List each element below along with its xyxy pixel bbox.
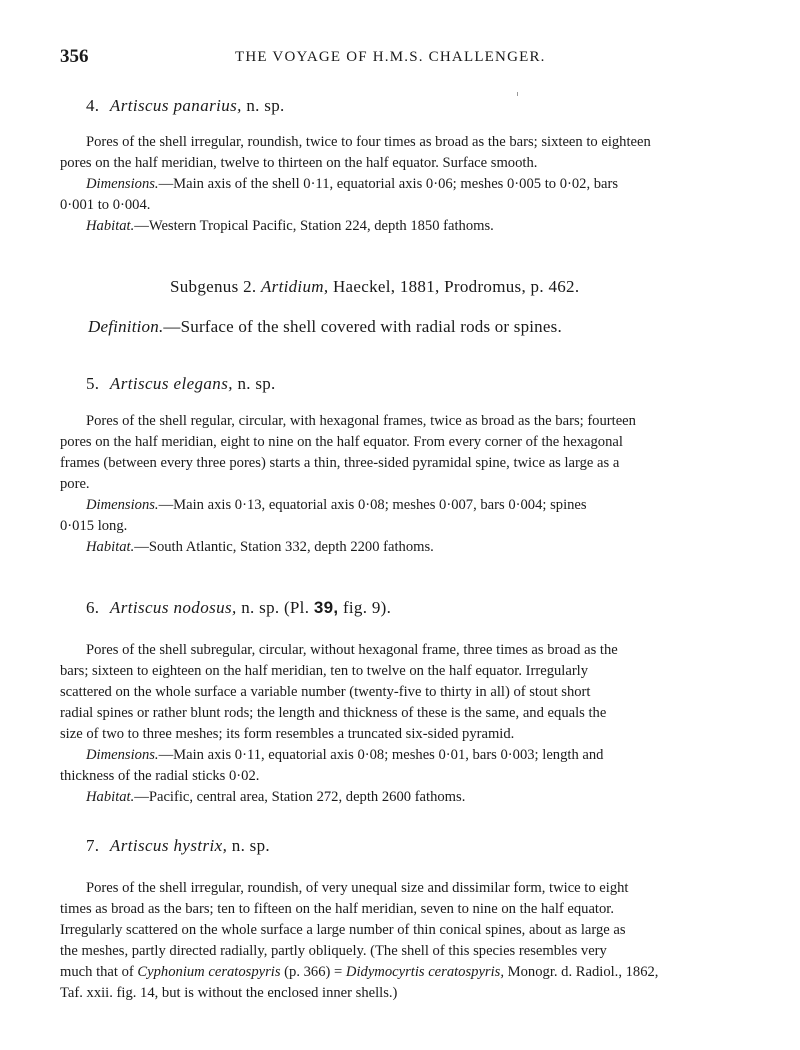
dimensions-line xyxy=(60,495,744,516)
dimensions-label: Dimensions. xyxy=(86,176,159,192)
species-name: Artiscus panarius, xyxy=(109,96,242,115)
description-line: the meshes, partly directed radially, partly obliquely. (The shell of this species resembles very xyxy=(60,943,607,959)
habitat-text: —Pacific, central area, Station 272, depth 2600 fathoms. xyxy=(134,789,466,805)
description-line: pores on the half meridian, twelve to thirteen on the half equator. Surface smooth. xyxy=(60,155,538,171)
text-fragment: much that of xyxy=(60,964,134,980)
description-line xyxy=(60,962,744,983)
species-name: Artiscus hystrix, xyxy=(109,836,228,855)
definition-text: —Surface of the shell covered with radial rods or spines. xyxy=(163,317,562,336)
page-number: 356 xyxy=(60,46,89,67)
dimensions-label: Dimensions. xyxy=(86,747,159,763)
dimensions-line: 0·001 to 0·004. xyxy=(60,197,151,213)
species-5-body xyxy=(60,411,744,558)
taxon-name: Cyphonium ceratospyris xyxy=(137,964,281,980)
description-line: Pores of the shell subregular, circular, without hexagonal frame, three times as broad as the xyxy=(86,642,618,658)
text-fragment: (p. 366) = xyxy=(284,964,343,980)
definition-line xyxy=(88,317,562,337)
running-head: THE VOYAGE OF H.M.S. CHALLENGER. xyxy=(235,49,546,65)
species-number: 5. xyxy=(86,374,100,393)
description-line: pores on the half meridian, eight to nine on the half equator. From every corner of the hexagonal xyxy=(60,434,623,450)
description-line: pore. xyxy=(60,476,90,492)
habitat-label: Habitat. xyxy=(86,789,135,805)
species-4-heading xyxy=(86,96,744,116)
description-line: radial spines or rather blunt rods; the length and thickness of these is the same, and equals the xyxy=(60,705,607,721)
description-line: Pores of the shell irregular, roundish, of very unequal size and dissimilar form, twice to eight xyxy=(86,880,629,896)
description-line: scattered on the whole surface a variable number (twenty-five to thirty in all) of stout short xyxy=(60,684,591,700)
species-name: Artiscus elegans, xyxy=(109,374,233,393)
figure-ref: fig. 9). xyxy=(342,598,392,617)
subgenus-heading xyxy=(170,277,579,297)
page-header xyxy=(60,46,744,72)
dimensions-line xyxy=(60,174,744,195)
description-line: size of two to three meshes; its form resembles a truncated six-sided pyramid. xyxy=(60,726,515,742)
dimensions-text: —Main axis 0·13, equatorial axis 0·08; meshes 0·007, bars 0·004; spines xyxy=(158,497,587,513)
species-5-heading xyxy=(86,374,744,394)
species-6-heading xyxy=(86,598,744,618)
species-nsp: n. sp. (Pl. xyxy=(241,598,310,617)
species-7-heading xyxy=(86,836,744,856)
text-fragment: Monogr. d. Radiol., 1862, xyxy=(507,964,659,980)
dimensions-text: —Main axis of the shell 0·11, equatorial axis 0·06; meshes 0·005 to 0·02, bars xyxy=(158,176,619,192)
dimensions-line xyxy=(60,745,744,766)
species-number: 6. xyxy=(86,598,100,617)
description-line: Pores of the shell irregular, roundish, twice to four times as broad as the bars; sixteen to eighteen xyxy=(86,134,651,150)
description-line: times as broad as the bars; ten to fifteen on the half meridian, seven to nine on the half equator. xyxy=(60,901,614,917)
description-line: frames (between every three pores) starts a thin, three-sided pyramidal spine, twice as large as a xyxy=(60,455,620,471)
description-line: Taf. xxii. fig. 14, but is without the enclosed inner shells.) xyxy=(60,985,398,1001)
dimensions-line: 0·015 long. xyxy=(60,518,128,534)
habitat-label: Habitat. xyxy=(86,218,135,234)
habitat-line xyxy=(60,216,744,237)
definition-label: Definition. xyxy=(88,317,164,336)
species-number: 7. xyxy=(86,836,100,855)
plate-number: 39, xyxy=(313,598,339,617)
description-line: Irregularly scattered on the whole surface a large number of thin conical spines, about as large as xyxy=(60,922,626,938)
species-nsp: n. sp. xyxy=(246,96,285,115)
habitat-text: —South Atlantic, Station 332, depth 2200 fathoms. xyxy=(134,539,434,555)
species-7-body xyxy=(60,878,744,1004)
habitat-line xyxy=(60,787,744,808)
species-name: Artiscus nodosus, xyxy=(109,598,237,617)
dimensions-label: Dimensions. xyxy=(86,497,159,513)
description-line: bars; sixteen to eighteen on the half meridian, ten to twelve on the half equator. Irregularly xyxy=(60,663,589,679)
species-4-body xyxy=(60,132,744,237)
dimensions-line: thickness of the radial sticks 0·02. xyxy=(60,768,260,784)
description-line: Pores of the shell regular, circular, with hexagonal frames, twice as broad as the bars; fourteen xyxy=(86,413,636,429)
habitat-text: —Western Tropical Pacific, Station 224, depth 1850 fathoms. xyxy=(134,218,494,234)
species-nsp: n. sp. xyxy=(231,836,270,855)
species-number: 4. xyxy=(86,96,100,115)
subgenus-prefix: Subgenus 2. xyxy=(170,277,257,296)
species-nsp: n. sp. xyxy=(237,374,276,393)
taxon-name: Didymocyrtis ceratospyris, xyxy=(345,964,504,980)
habitat-label: Habitat. xyxy=(86,539,135,555)
dimensions-text: —Main axis 0·11, equatorial axis 0·08; meshes 0·01, bars 0·003; length and xyxy=(158,747,604,763)
subgenus-citation: Haeckel, 1881, Prodromus, p. 462. xyxy=(332,277,580,296)
subgenus-name: Artidium, xyxy=(260,277,329,296)
species-6-body xyxy=(60,640,744,808)
habitat-line xyxy=(60,537,744,558)
